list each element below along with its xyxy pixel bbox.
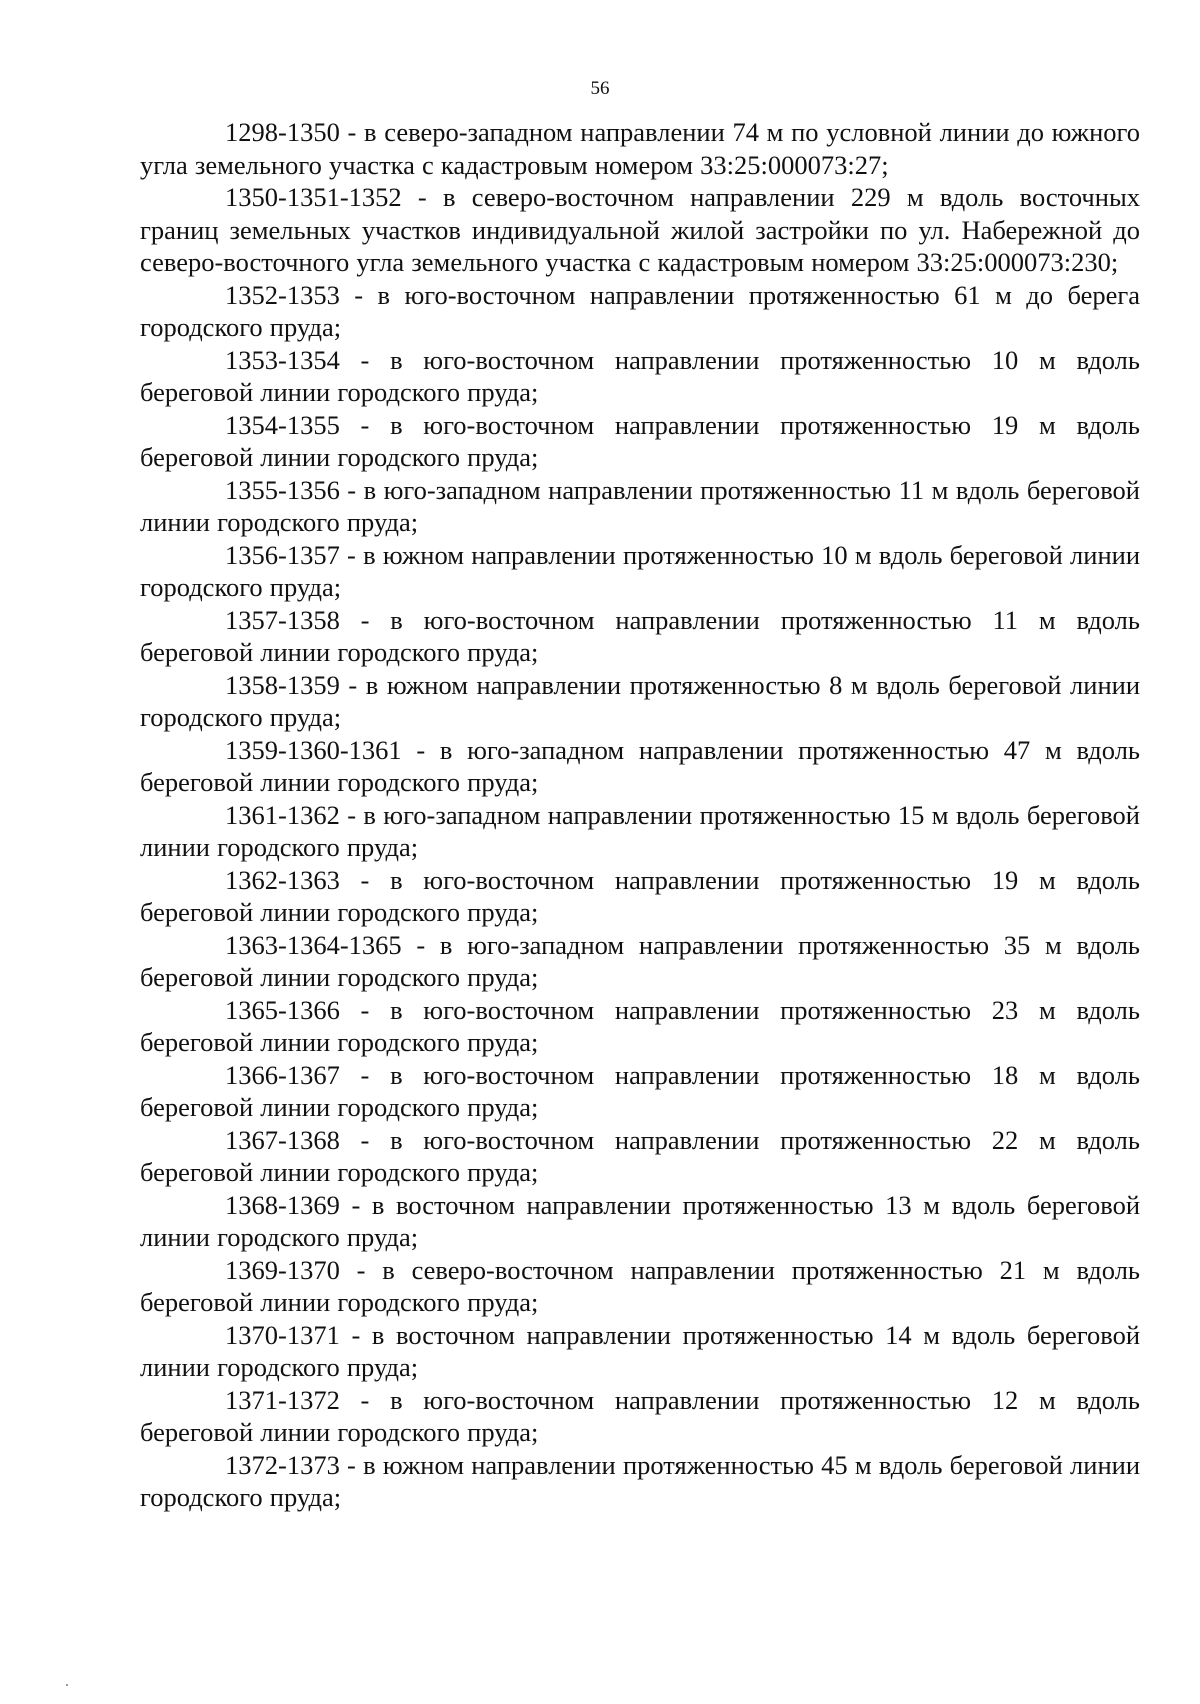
- scan-speck: [66, 1684, 68, 1686]
- paragraph: 1368-1369 - в восточном направлении протяженностью 13 м вдоль береговой линии городского пруда;: [140, 1189, 1140, 1252]
- paragraph: 1356-1357 - в южном направлении протяженностью 10 м вдоль береговой линии городского пруда;: [140, 539, 1140, 602]
- paragraph: 1371-1372 - в юго-восточном направлении протяженностью 12 м вдоль береговой линии городского пруда;: [140, 1384, 1140, 1447]
- paragraph: 1358-1359 - в южном направлении протяженностью 8 м вдоль береговой линии городского пруда;: [140, 669, 1140, 732]
- paragraph: 1357-1358 - в юго-восточном направлении протяженностью 11 м вдоль береговой линии городского пруда;: [140, 604, 1140, 667]
- paragraph: 1369-1370 - в северо-восточном направлении протяженностью 21 м вдоль береговой линии городского пруда;: [140, 1254, 1140, 1317]
- paragraph: 1352-1353 - в юго-восточном направлении протяженностью 61 м до берега городского пруда;: [140, 279, 1140, 342]
- paragraph: 1367-1368 - в юго-восточном направлении протяженностью 22 м вдоль береговой линии городского пруда;: [140, 1124, 1140, 1187]
- paragraph: 1362-1363 - в юго-восточном направлении протяженностью 19 м вдоль береговой линии городского пруда;: [140, 864, 1140, 927]
- paragraph: 1361-1362 - в юго-западном направлении протяженностью 15 м вдоль береговой линии городского пруда;: [140, 799, 1140, 862]
- paragraph: 1365-1366 - в юго-восточном направлении протяженностью 23 м вдоль береговой линии городского пруда;: [140, 994, 1140, 1057]
- paragraph: 1350-1351-1352 - в северо-восточном направлении 229 м вдоль восточных границ земельных участков индивидуальной жилой застройки по ул. Набережной до северо-восточного угла земельного участка с кадастровым номером 33:25:000073:230;: [140, 182, 1140, 277]
- document-body: [140, 116, 1140, 1514]
- page-number: 56: [590, 78, 610, 99]
- paragraph: 1298-1350 - в северо-западном направлении 74 м по условной линии до южного угла земельного участка с кадастровым номером 33:25:000073:27;: [140, 117, 1140, 180]
- paragraph: 1366-1367 - в юго-восточном направлении протяженностью 18 м вдоль береговой линии городского пруда;: [140, 1059, 1140, 1122]
- paragraph: 1355-1356 - в юго-западном направлении протяженностью 11 м вдоль береговой линии городского пруда;: [140, 474, 1140, 537]
- paragraph: 1354-1355 - в юго-восточном направлении протяженностью 19 м вдоль береговой линии городского пруда;: [140, 409, 1140, 472]
- paragraph: 1370-1371 - в восточном направлении протяженностью 14 м вдоль береговой линии городского пруда;: [140, 1319, 1140, 1382]
- paragraph: 1363-1364-1365 - в юго-западном направлении протяженностью 35 м вдоль береговой линии городского пруда;: [140, 929, 1140, 992]
- paragraph: 1353-1354 - в юго-восточном направлении протяженностью 10 м вдоль береговой линии городского пруда;: [140, 344, 1140, 407]
- paragraph: 1372-1373 - в южном направлении протяженностью 45 м вдоль береговой линии городского пруда;: [140, 1449, 1140, 1512]
- paragraph: 1359-1360-1361 - в юго-западном направлении протяженностью 47 м вдоль береговой линии городского пруда;: [140, 734, 1140, 797]
